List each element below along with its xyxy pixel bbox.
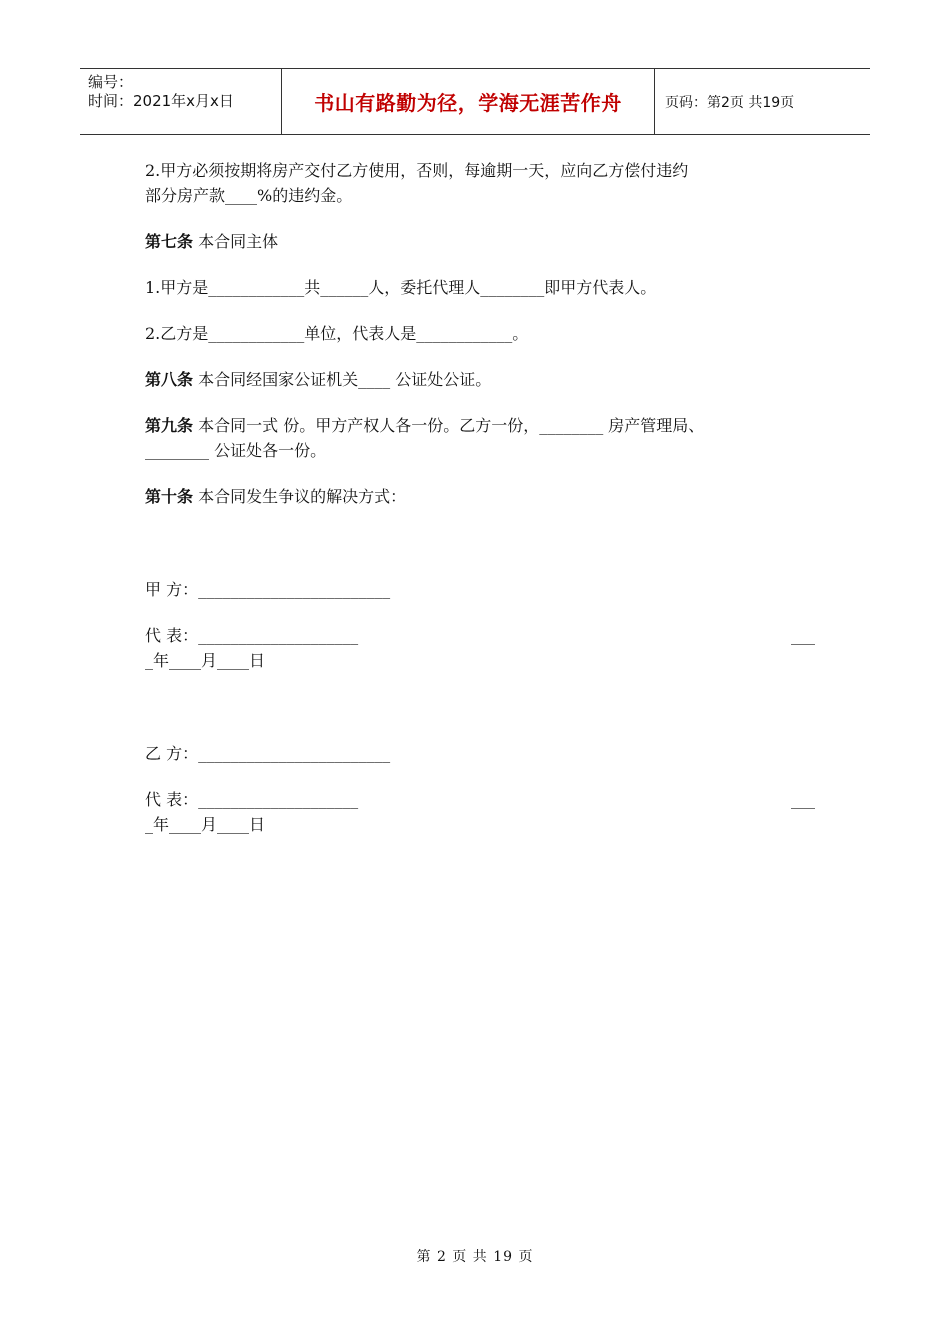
page-header bbox=[80, 68, 870, 135]
article-7-item-1: 1.甲方是____________共______人，委托代理人________即甲方代表人。 bbox=[145, 278, 657, 297]
party-a-rep: 代 表：____________________ bbox=[145, 626, 359, 645]
article-8-title: 第八条 bbox=[145, 370, 194, 389]
paragraph-penalty-line1: 2.甲方必须按期将房产交付乙方使用，否则，每逾期一天，应向乙方偿付违约 bbox=[145, 161, 689, 180]
header-meta bbox=[80, 69, 282, 134]
article-9-title: 第九条 bbox=[145, 416, 194, 435]
article-10-text: 本合同发生争议的解决方式： bbox=[198, 487, 407, 506]
number-label: 编号： bbox=[88, 73, 134, 91]
article-9-line1 bbox=[145, 413, 815, 438]
party-a-rep-row bbox=[145, 623, 815, 648]
page-footer: 第 2 页 共 19 页 bbox=[416, 1249, 534, 1265]
header-motto: 书山有路勤为径，学海无涯苦作舟 bbox=[282, 69, 655, 134]
paragraph-penalty-line2: 部分房产款____%的违约金。 bbox=[145, 186, 353, 205]
party-b-rep-row bbox=[145, 787, 815, 812]
article-10 bbox=[145, 484, 815, 509]
document-body bbox=[145, 158, 815, 837]
article-8 bbox=[145, 367, 815, 392]
article-9-line2: ________ 公证处各一份。 bbox=[145, 441, 327, 460]
article-7-text: 本合同主体 bbox=[198, 232, 279, 251]
party-b-date: _年____月____日 bbox=[145, 815, 266, 834]
party-b-line: 乙 方：________________________ bbox=[145, 744, 391, 763]
header-page-code: 页码：第2页 共19页 bbox=[665, 94, 795, 111]
time-label: 时间：2021年x月x日 bbox=[88, 92, 234, 110]
party-a-line: 甲 方：________________________ bbox=[145, 580, 391, 599]
article-8-text: 本合同经国家公证机关____ 公证处公证。 bbox=[198, 370, 492, 389]
party-b-date-tail: ___ bbox=[791, 790, 815, 809]
party-b-rep: 代 表：____________________ bbox=[145, 790, 359, 809]
article-10-title: 第十条 bbox=[145, 487, 194, 506]
article-9-text-1: 本合同一式 份。甲方产权人各一份。乙方一份，________ 房产管理局、 bbox=[198, 416, 705, 435]
article-7 bbox=[145, 229, 815, 254]
article-7-title: 第七条 bbox=[145, 232, 194, 251]
party-a-date: _年____月____日 bbox=[145, 651, 266, 670]
article-7-item-2: 2.乙方是____________单位，代表人是____________。 bbox=[145, 324, 529, 343]
party-a-date-tail: ___ bbox=[791, 626, 815, 645]
